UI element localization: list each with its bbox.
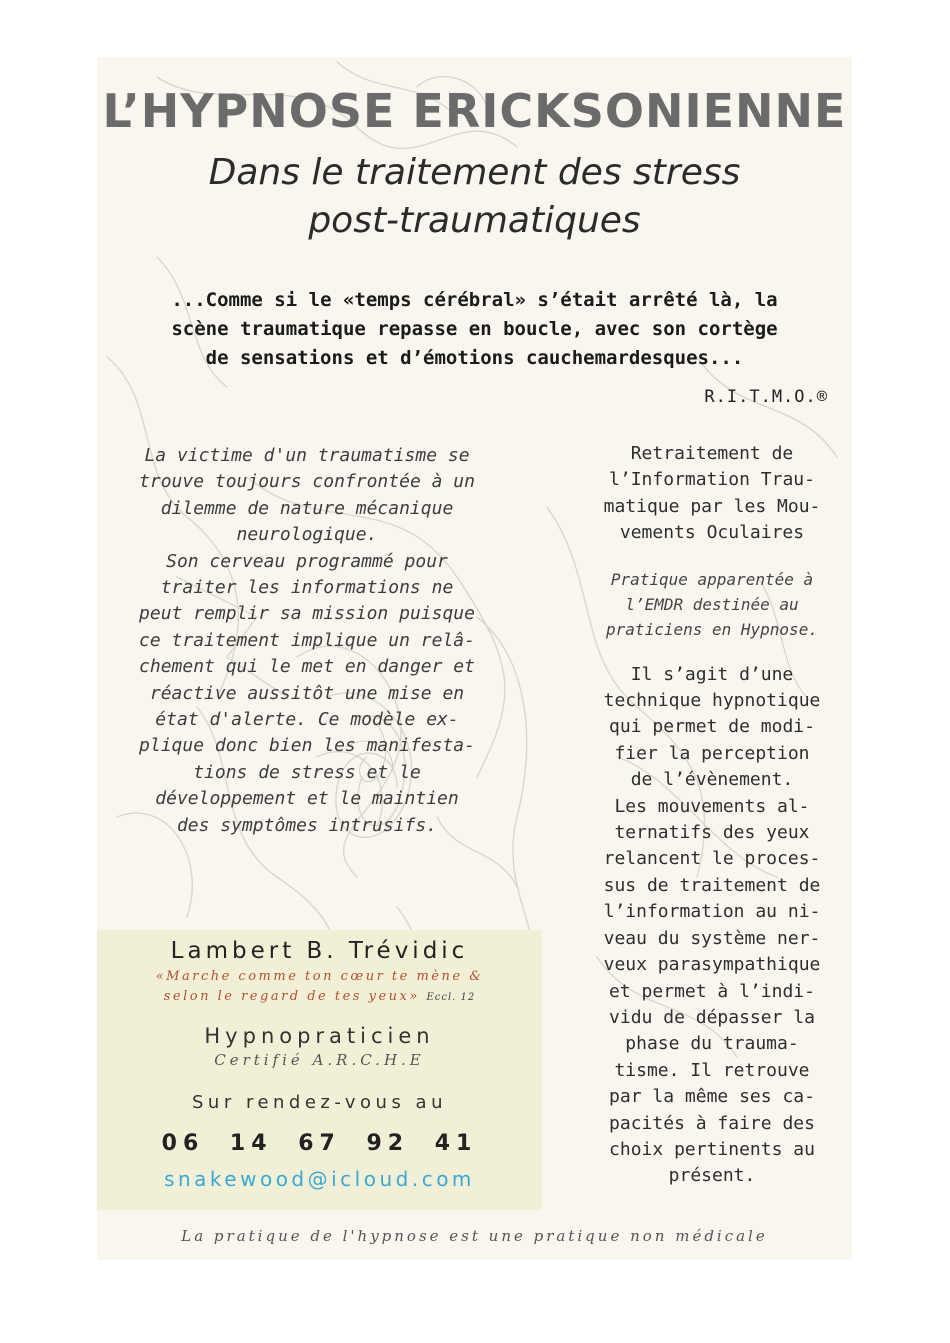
text-line: présent. bbox=[668, 1165, 756, 1187]
text-line: l’information au ni- bbox=[603, 901, 821, 923]
text-line: ternatifs des yeux bbox=[614, 822, 810, 844]
text-line: réactive aussitôt une mise en bbox=[149, 682, 465, 704]
text-line: Les mouvements al- bbox=[614, 795, 810, 817]
text-line: traiter les informations ne bbox=[160, 577, 454, 599]
text-line: l’EMDR destinée au bbox=[625, 594, 799, 614]
text-line: par la même ses ca- bbox=[609, 1086, 815, 1108]
text-line: choix pertinents au bbox=[609, 1138, 815, 1160]
text-line: dilemme de nature mécanique bbox=[160, 497, 454, 519]
text-line: Retraitement de bbox=[630, 443, 794, 464]
certification: Certifié A.R.C.H.E bbox=[214, 1051, 425, 1069]
motto-line: «Marche comme ton cœur te mène & bbox=[155, 969, 484, 984]
text-line: peut remplir sa mission puisque bbox=[139, 603, 475, 625]
subtitle-line: post-traumatiques bbox=[308, 200, 641, 241]
appointment-text: Sur rendez-vous au bbox=[191, 1092, 447, 1113]
ritmo-body bbox=[567, 662, 852, 1190]
intro-quote bbox=[97, 286, 852, 373]
text-line: phase du trauma- bbox=[625, 1033, 799, 1055]
text-line: technique hypnotique bbox=[603, 690, 821, 712]
text-line: Il s’agit d’une bbox=[630, 663, 794, 685]
text-line: vidu de dépasser la bbox=[609, 1006, 815, 1028]
text-line: des symptômes intrusifs. bbox=[176, 814, 438, 836]
text-line: ce traitement implique un relâ- bbox=[139, 629, 475, 651]
motto-line bbox=[97, 987, 542, 1008]
text-line: relancent le proces- bbox=[603, 848, 821, 870]
text-line: Son cerveau programmé pour bbox=[166, 550, 448, 572]
text-line: qui permet de modi- bbox=[609, 716, 815, 738]
text-line: veux parasympathique bbox=[603, 954, 821, 976]
page-title: L’HYPNOSE ERICKSONIENNE bbox=[102, 84, 847, 138]
text-line: de l’évènement. bbox=[630, 769, 794, 791]
text-line: fier la perception bbox=[614, 742, 810, 764]
text-line: plique donc bien les manifesta- bbox=[139, 735, 475, 757]
quote-line: de sensations et d’émotions cauchemardesques... bbox=[205, 347, 744, 369]
text-line: tisme. Il retrouve bbox=[614, 1059, 810, 1081]
ritmo-definition bbox=[567, 441, 852, 547]
practitioner-name: Lambert B. Trévidic bbox=[170, 938, 469, 964]
ritmo-note bbox=[567, 567, 852, 642]
email-link[interactable]: snakewood@icloud.com bbox=[164, 1167, 475, 1191]
text-line: chement qui le met en danger et bbox=[139, 656, 475, 678]
ritmo-description-column bbox=[567, 441, 852, 1190]
page-subtitle bbox=[97, 149, 852, 245]
quote-line: ...Comme si le «temps cérébral» s’était arrêté là, la bbox=[171, 289, 778, 311]
text-line: l’Information Trau- bbox=[609, 469, 815, 491]
motto-line-text: selon le regard de tes yeux» bbox=[163, 989, 420, 1004]
text-line: et permet à l’indi- bbox=[609, 980, 815, 1002]
text-line: Pratique apparentée à bbox=[610, 569, 814, 589]
subtitle-line: Dans le traitement des stress bbox=[208, 152, 741, 193]
text-line: veau du système ner- bbox=[603, 927, 821, 949]
text-line: praticiens en Hypnose. bbox=[606, 619, 818, 639]
text-line: pacités à faire des bbox=[609, 1112, 815, 1134]
disclaimer-footer: La pratique de l'hypnose est une pratique non médicale bbox=[181, 1227, 768, 1245]
practitioner-role: Hypnopraticien bbox=[204, 1024, 435, 1048]
text-line: trouve toujours confrontée à un bbox=[139, 471, 475, 493]
text-line: vements Oculaires bbox=[619, 522, 805, 544]
quote-line: scène traumatique repasse en boucle, avec son cortège bbox=[171, 318, 778, 340]
phone-number[interactable]: 06 14 67 92 41 bbox=[161, 1131, 478, 1156]
text-line: tions de stress et le bbox=[193, 761, 421, 783]
text-line: La victime d'un traumatisme se bbox=[144, 445, 470, 466]
text-line: sus de traitement de bbox=[603, 874, 821, 896]
text-line: neurologique. bbox=[236, 524, 378, 546]
motto-reference: Eccl. 12 bbox=[426, 992, 476, 1003]
flyer-page bbox=[97, 57, 852, 1260]
text-line: matique par les Mou- bbox=[603, 495, 821, 517]
trauma-explanation-column bbox=[97, 443, 517, 839]
text-line: développement et le maintien bbox=[155, 788, 459, 810]
text-line: état d'alerte. Ce modèle ex- bbox=[155, 709, 459, 731]
contact-card bbox=[97, 930, 542, 1210]
motto bbox=[97, 967, 542, 1008]
ritmo-heading: R.I.T.M.O.® bbox=[704, 387, 828, 407]
